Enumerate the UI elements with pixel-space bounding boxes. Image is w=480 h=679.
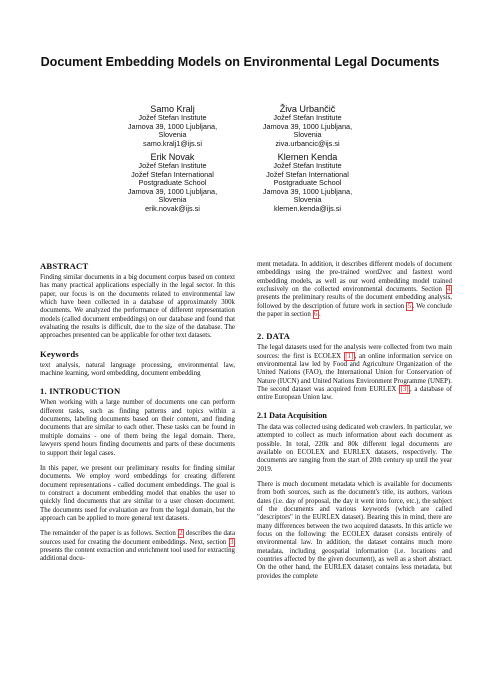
author-name: Klemen Kenda xyxy=(277,152,338,162)
section-link[interactable]: 4 xyxy=(447,286,451,294)
author-affiliation: Jožef Stefan Institute xyxy=(273,161,342,170)
text-run: The legal datasets used for the analysis were collected from two main sources: the first is ECOLEX xyxy=(257,344,452,360)
data-acquisition-heading: 2.1 Data Acquisition xyxy=(257,410,327,420)
author-block-4 xyxy=(235,152,380,214)
abstract-text: Finding similar documents in a big document corpus based on context has many practical applications especially in the legal sector. In this paper, our focus is on the documents related to environmental law which have been collected in a database of approximately 300k documents. We analyzed the performance of different representation models (called document embeddings) on our database and found that evaluating the results is difficult, due to the size of the database. The approaches presented can be applicable for other text datasets. xyxy=(40,274,235,340)
section-link[interactable]: 3 xyxy=(230,538,234,546)
citation-link[interactable]: [1] xyxy=(345,352,354,360)
keywords-text: text analysis, natural language processing, environmental law, machine learning, word embedding, document embedding xyxy=(40,361,235,378)
author-email: klemen.kenda@ijs.si xyxy=(273,203,342,213)
section-link[interactable]: 2 xyxy=(179,530,183,538)
intro-heading: 1. INTRODUCTION xyxy=(40,386,121,397)
author-affiliation: Jožef Stefan Institute xyxy=(138,113,207,122)
text-run: The remainder of the paper is as follows. Section xyxy=(40,530,178,538)
author-email: samo.kralj1@ijs.si xyxy=(143,138,202,148)
author-name: Samo Kralj xyxy=(150,104,195,114)
author-country: Slovenia xyxy=(293,130,322,140)
section-link[interactable]: 5 xyxy=(407,302,412,310)
author-country: Slovenia xyxy=(293,195,322,205)
author-affiliation: Postgraduate School xyxy=(273,178,342,188)
author-name: Živa Urbančič xyxy=(279,104,336,114)
abstract-heading: ABSTRACT xyxy=(40,261,89,271)
author-affiliation: Jožef Stefan Institute xyxy=(138,161,207,170)
right-column xyxy=(257,261,452,588)
text-run: . We conclude the paper in section xyxy=(257,302,452,319)
text-run: , a database of entire European Union law. xyxy=(257,386,452,402)
intro-continued-paragraph xyxy=(257,261,452,319)
author-affiliation: Jožef Stefan International xyxy=(266,169,349,179)
text-run: describes the data sources used for creating the document embeddings. Next, section xyxy=(40,530,236,546)
paper-title: Document Embedding Models on Environmental Legal Documents xyxy=(40,55,440,69)
data-paragraph xyxy=(257,344,452,402)
intro-paragraph: When working with a large number of documents one can perform different tasks, such as finding patterns and topics within a documents, labeling documents based on their content, and finding documents that are similar to each other. These tasks can be found in multiple domains - one of them being the legal domain. There, lawyers spend hours finding documents and parts of these documents to support their legal cases. xyxy=(40,399,235,457)
citation-link[interactable]: [3] xyxy=(400,386,409,394)
data-heading: 2. DATA xyxy=(257,331,291,342)
author-affiliation: Jožef Stefan International xyxy=(131,169,214,179)
text-run: presents the preliminary results of the document embedding analysis, followed by the description of future work in section xyxy=(257,294,452,310)
author-email: ziva.urbancic@ijs.si xyxy=(275,138,340,148)
author-block-2 xyxy=(235,104,380,148)
author-email: erik.novak@ijs.si xyxy=(145,203,200,213)
author-affiliation: Postgraduate School xyxy=(138,178,207,188)
author-affiliation: Jožef Stefan Institute xyxy=(273,113,342,122)
intro-paragraph xyxy=(40,530,235,563)
acquisition-paragraph: The data was collected using dedicated web crawlers. In particular, we attempted to collect as much information about each document as possible. In total, 220k and 80k different legal documents are available on ECOLEX and EURLEX datasets, respectively. The documents are ranging from the start of 20th century up until the year 2019. xyxy=(257,423,452,473)
author-address: Jamova 39, 1000 Ljubljana, xyxy=(262,121,353,131)
text-run: . xyxy=(318,311,321,319)
author-address: Jamova 39, 1000 Ljubljana, xyxy=(262,186,353,196)
author-country: Slovenia xyxy=(158,195,187,205)
keywords-heading: Keywords xyxy=(40,348,79,359)
author-country: Slovenia xyxy=(158,130,187,140)
author-block-3 xyxy=(100,152,245,214)
author-block-1 xyxy=(100,104,245,148)
intro-paragraph: In this paper, we present our preliminary results for finding similar documents. We employ word embeddings for creating different document representations - called document embeddings. The goal is to construct a document embedding model that enables the user to quickly find documents that are similar to a user chosen document. The documents used for evaluation are from the legal domain, but the approach can be applied to more general text datasets. xyxy=(40,464,235,522)
text-run: , an online information service on environmental law led by Food and Agriculture Organization of the United Nations (FAO), the International Union for Conservation of Nature (IUCN) and United Nations Environment Programme (UNEP). The second dataset was acquired from EURLEX xyxy=(257,352,452,394)
text-run: ment metadata. In addition, it describes different models of document embeddings using the pre-trained word2vec and fasttext word embedding models, as well as our word embedding model trained exclusively on the collected environmental documents. Section xyxy=(257,261,452,294)
left-column xyxy=(40,261,235,571)
author-address: Jamova 39, 1000 Ljubljana, xyxy=(127,186,218,196)
text-run: presents the content extraction and enrichment tool used for extracting additional docu- xyxy=(40,546,235,563)
author-address: Jamova 39, 1000 Ljubljana, xyxy=(127,121,218,131)
author-name: Erik Novak xyxy=(150,152,195,162)
acquisition-paragraph: There is much document metadata which is available for documents from both sources, such as the document's title, its authors, various dates (i.e. day of proposal, the day it went into force, etc.), the subject of the documents and various keywords (which are called "descriptors" in the EURLEX dataset). Bearing this in mind, there are many differences between the two acquired datasets. In this article we focus on the following: the ECOLEX dataset consists entirely of environmental law. In addition, the dataset contains much more metadata, including geospatial information (i.e. locations and countries affected by the given document), as well as a short abstract. On the other hand, the EURLEX dataset contains less metadata, but provides the complete xyxy=(257,480,452,580)
section-link[interactable]: 6 xyxy=(314,311,318,319)
